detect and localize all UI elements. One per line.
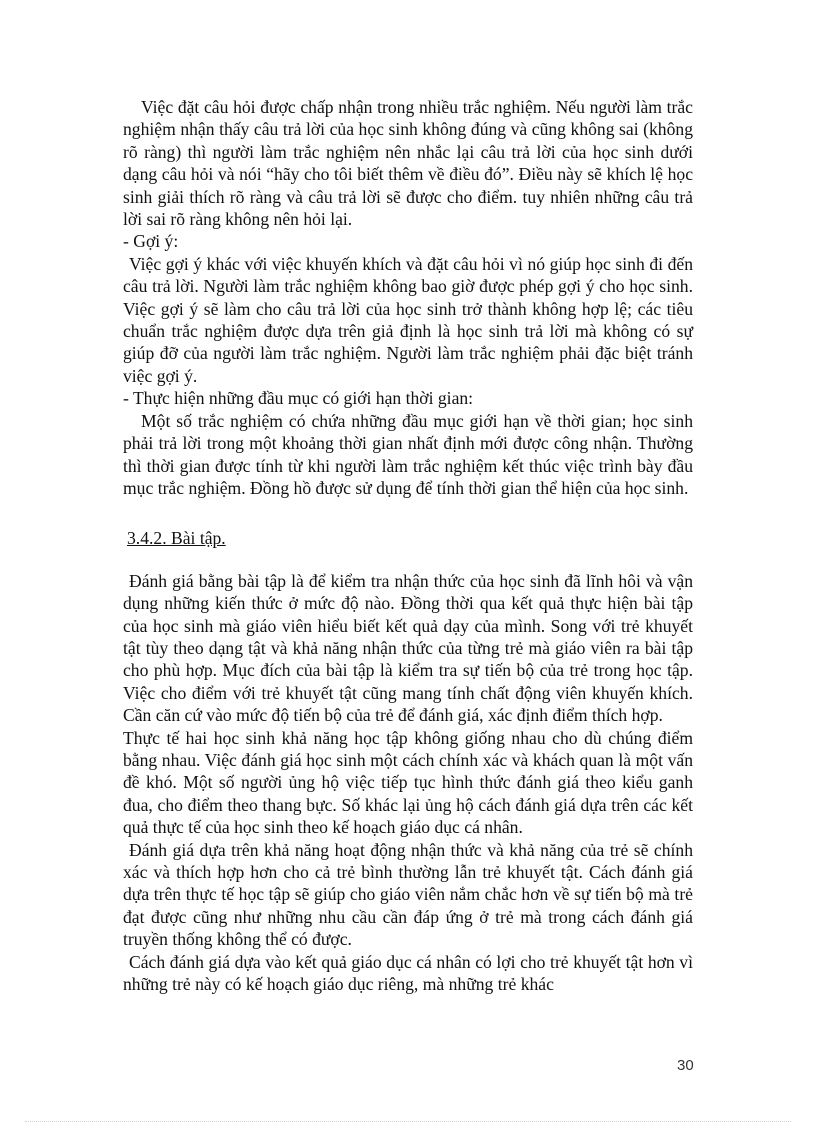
paragraph-reality: Thực tế hai học sinh khả năng học tập không giống nhau cho dù chúng điểm bằng nhau. Việc đánh giá học sinh một cách chính xác và khách quan là một vấn đề khó. Một số người ủng hộ việc tiếp tục hình thức đánh giá theo kiểu ganh đua, cho điểm theo thang bực. Số khác lại ủng hộ cách đánh giá dựa trên các kết quả thực tế của học sinh theo kế hoạch giáo dục cá nhân. xyxy=(123,727,693,838)
paragraph-individual-plan: Cách đánh giá dựa vào kết quả giáo dục cá nhân có lợi cho trẻ khuyết tật hơn vì những trẻ này có kế hoạch giáo dục riêng, mà những trẻ khác xyxy=(123,951,693,995)
spacer xyxy=(123,550,693,570)
paragraph-hint: Việc gợi ý khác với việc khuyến khích và đặt câu hỏi vì nó giúp học sinh đi đến câu trả lời. Người làm trắc nghiệm không bao giờ được phép gợi ý cho học sinh. Việc gợi ý sẽ làm cho câu trả lời của học sinh trở thành không hợp lệ; các tiêu chuẩn trắc nghiệm được dựa trên giả định là học sinh trả lời mà không có sự giúp đỡ của người làm trắc nghiệm. Người làm trắc nghiệm phải đặc biệt tránh việc gợi ý. xyxy=(123,253,693,386)
paragraph-timed-items: Một số trắc nghiệm có chứa những đầu mục giới hạn về thời gian; học sinh phải trả lời trong một khoảng thời gian nhất định mới được công nhận. Thường thì thời gian được tính từ khi người làm trắc nghiệm kết thúc việc trình bày đầu mục trắc nghiệm. Đồng hồ được sử dụng để tính thời gian thể hiện của học sinh. xyxy=(123,410,693,498)
paragraph-questioning: Việc đặt câu hỏi được chấp nhận trong nhiều trắc nghiệm. Nếu người làm trắc nghiệm nhận thấy câu trả lời của học sinh không đúng và cũng không sai (không rõ ràng) thì người làm trắc nghiệm nên nhắc lại câu trả lời của học sinh dưới dạng câu hỏi và nói “hãy cho tôi biết thêm về điều đó”. Điều này sẽ khích lệ học sinh giải thích rõ ràng và câu trả lời sẽ được cho điểm. tuy nhiên những câu trả lời sai rõ ràng không nên hỏi lại. xyxy=(123,97,693,230)
page-number: 30 xyxy=(677,1057,694,1074)
paragraph-exercise-assessment: Đánh giá bằng bài tập là để kiểm tra nhận thức của học sinh đã lĩnh hôi và vận dụng những kiến thức ở mức độ nào. Đồng thời qua kết quả thực hiện bài tập của học sinh mà giáo viên hiểu biết kết quả dạy của mình. Song với trẻ khuyết tật tùy theo dạng tật và khả năng nhận thức của từng trẻ mà giáo viên ra bài tập cho phù hợp. Mục đích của bài tập là kiểm tra sự tiến bộ của trẻ trong học tập. Việc cho điểm với trẻ khuyết tật cũng mang tính chất động viên khuyến khích. Cần căn cứ vào mức độ tiến bộ của trẻ để đánh giá, xác định điểm thích hợp. xyxy=(123,570,693,726)
document-page xyxy=(123,96,693,995)
section-heading: 3.4.2. Bài tập. xyxy=(127,528,226,549)
bullet-hint: - Gợi ý: xyxy=(123,231,179,252)
paragraph-cognitive-assessment: Đánh giá dựa trên khả năng hoạt động nhận thức và khả năng của trẻ sẽ chính xác và thích hợp hơn cho cả trẻ bình thường lẫn trẻ khuyết tật. Cách đánh giá dựa trên thực tế học tập sẽ giúp cho giáo viên nắm chắc hơn về sự tiến bộ mà trẻ đạt được cũng như những nhu cầu cần đáp ứng ở trẻ mà trong cách đánh giá truyền thống không thể có được. xyxy=(123,839,693,950)
bullet-timed-items: - Thực hiện những đầu mục có giới hạn thời gian: xyxy=(123,388,474,409)
page-boundary-line xyxy=(25,1121,791,1122)
